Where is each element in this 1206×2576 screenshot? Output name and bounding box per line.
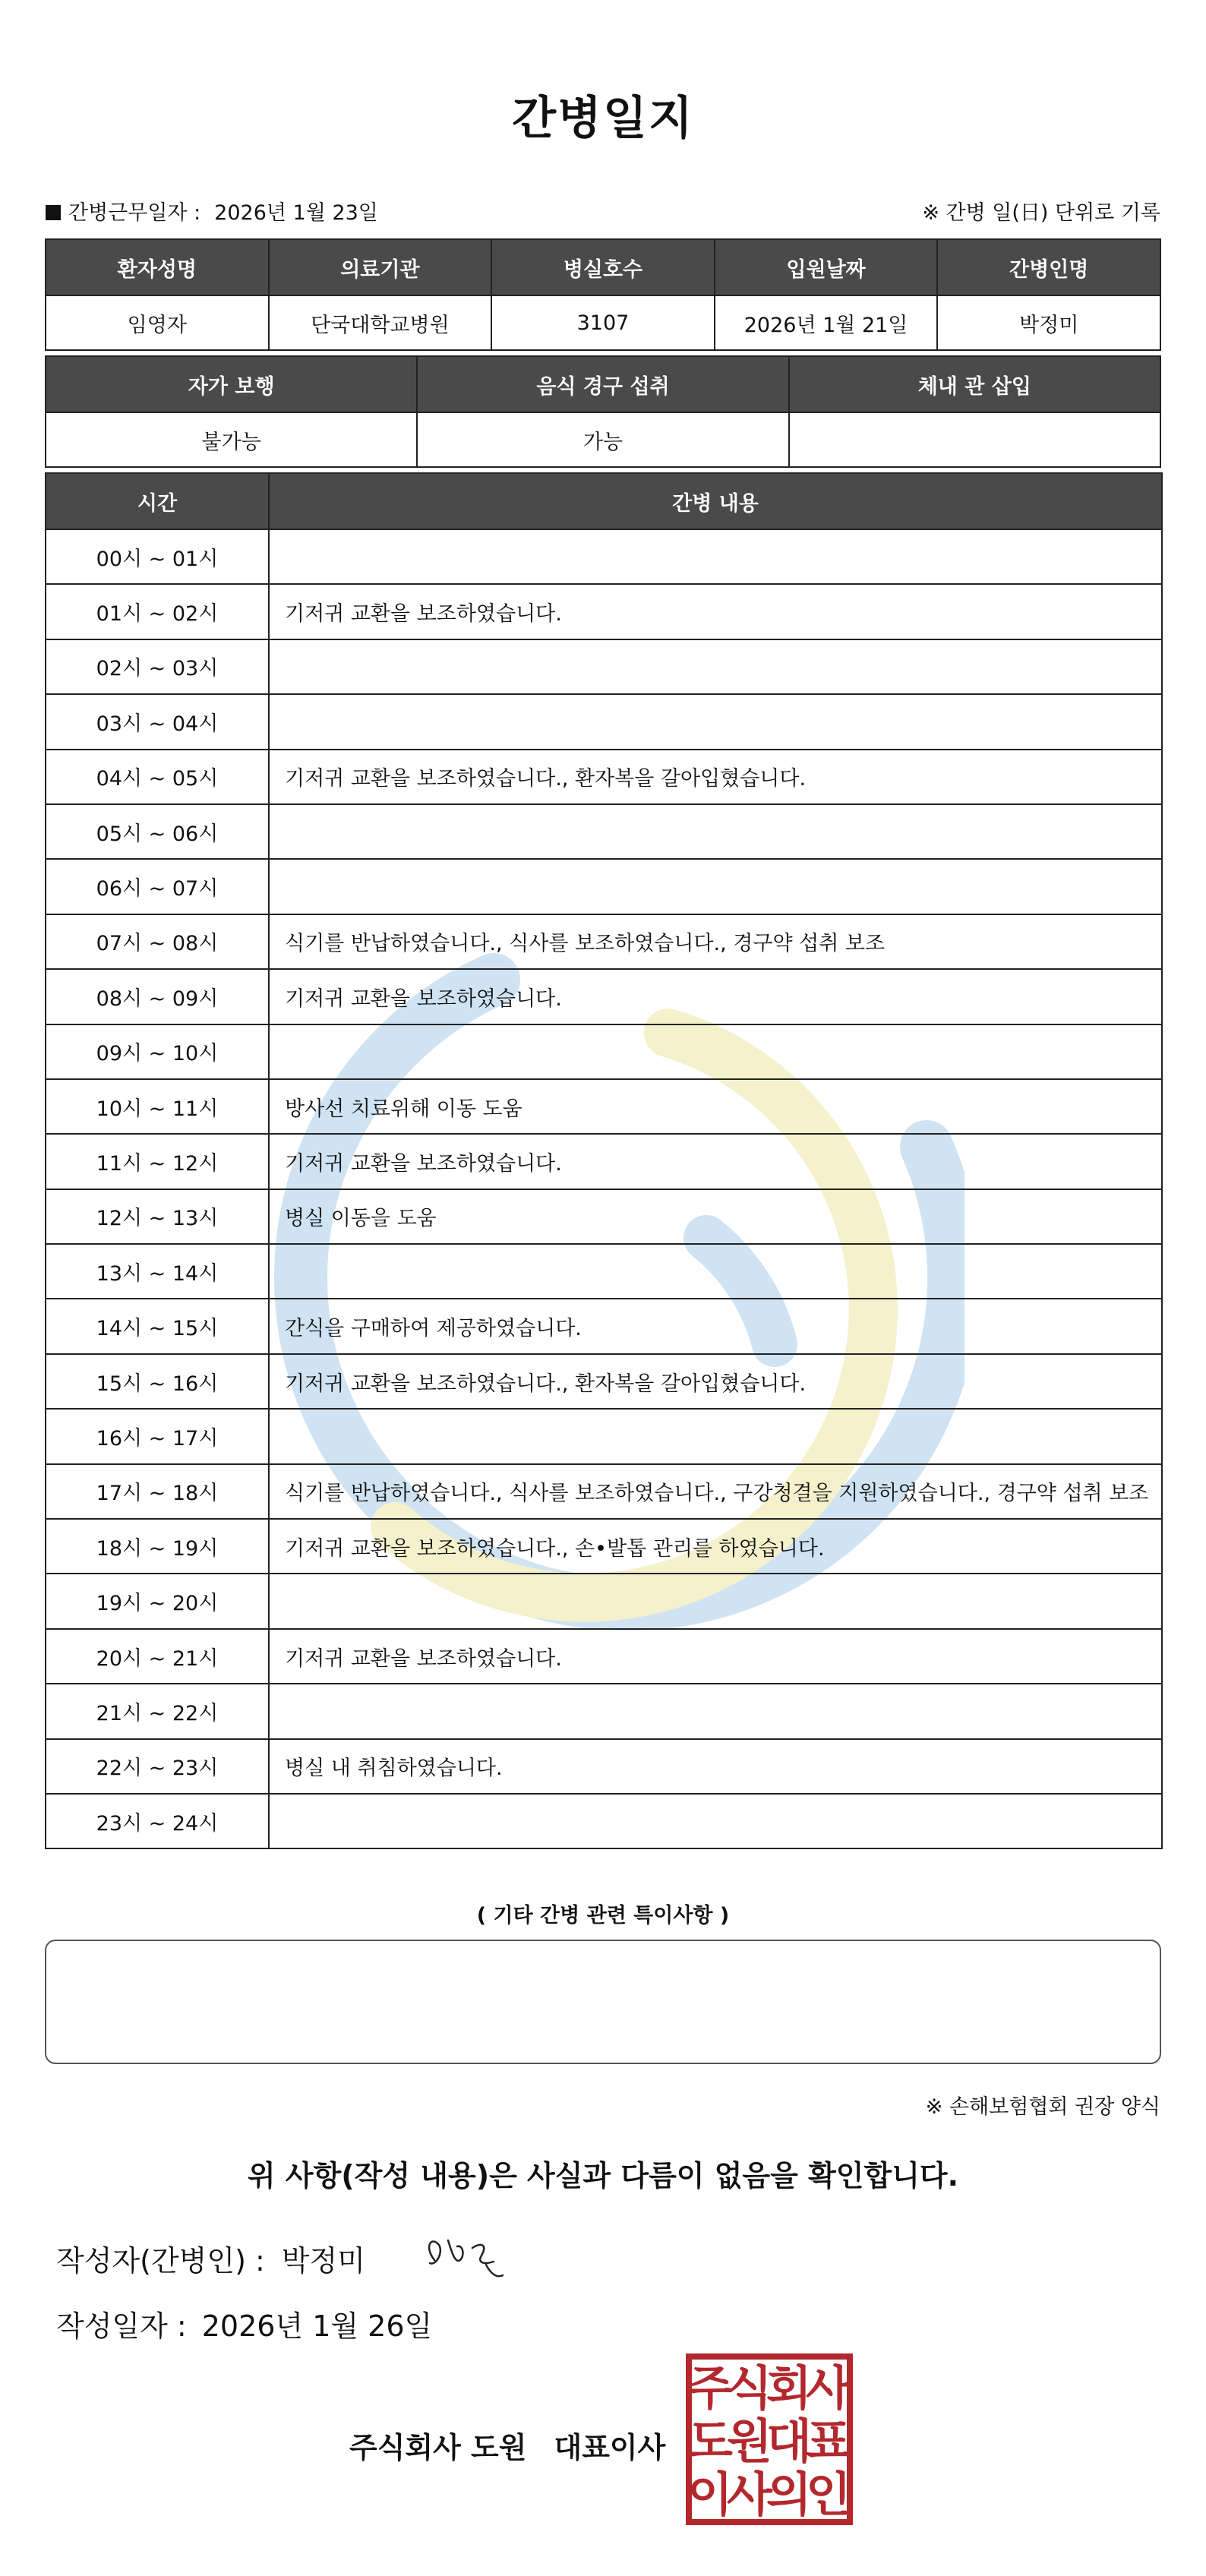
log-content: 병실 이동을 도움 [269,1189,1162,1244]
square-bullet-icon [46,205,61,220]
log-time: 01시 ~ 02시 [46,584,269,639]
log-row [46,859,1162,914]
log-time: 13시 ~ 14시 [46,1244,269,1299]
write-date-line [56,2303,432,2344]
log-time: 08시 ~ 09시 [46,969,269,1024]
log-time: 06시 ~ 07시 [46,859,269,914]
work-date-value: 2026년 1월 23일 [214,201,378,225]
admission-date: 2026년 1월 21일 [715,295,938,350]
log-time: 02시 ~ 03시 [46,639,269,694]
seal-glyph: 사 [727,2467,772,2522]
confirm-statement: 위 사항(작성 내용)은 사실과 다름이 없음을 확인합니다. [247,2159,959,2192]
log-content: 기저귀 교환을 보조하였습니다. [269,1134,1162,1189]
log-row [46,639,1162,694]
notes-box [45,1940,1161,2064]
log-content [269,529,1162,584]
log-row [46,804,1162,859]
record-unit-note: ※ 간병 일(日) 단위로 기록 [922,201,1160,225]
log-row [46,969,1162,1024]
oral-intake-status: 가능 [417,412,788,467]
seal-glyph: 식 [727,2360,772,2416]
log-time: 22시 ~ 23시 [46,1739,269,1794]
log-content: 기저귀 교환을 보조하였습니다., 환자복을 갈아입혔습니다. [269,750,1162,804]
log-row [46,914,1162,969]
seal-glyph: 주 [687,2360,733,2416]
log-content [269,1024,1162,1079]
log-row [46,1519,1162,1574]
seal-glyph: 사 [806,2360,851,2416]
seal-glyph: 대 [766,2413,812,2469]
company-seal-stamp [685,2353,854,2526]
log-content: 방사선 치료위해 이동 도움 [269,1079,1162,1134]
company-signature-line [349,2424,665,2466]
log-header-content: 간병 내용 [269,473,1162,529]
log-time: 04시 ~ 05시 [46,750,269,804]
log-content: 병실 내 취침하였습니다. [269,1739,1162,1794]
info-header-patient-name: 환자성명 [46,239,269,295]
info-header-caregiver: 간병인명 [937,239,1160,295]
seal-glyph: 도 [687,2413,733,2469]
log-content [269,804,1162,859]
status-header-tube: 체내 관 삽입 [789,356,1160,412]
write-date-value: 2026년 1월 26일 [201,2309,433,2343]
log-row [46,1409,1162,1463]
writer-name: 박정미 [281,2244,365,2278]
walking-status: 불가능 [46,412,417,467]
log-content: 기저귀 교환을 보조하였습니다. [269,584,1162,639]
seal-glyph: 원 [727,2413,772,2469]
log-row [46,694,1162,749]
log-content: 기저귀 교환을 보조하였습니다. [269,969,1162,1024]
log-time: 17시 ~ 18시 [46,1464,269,1519]
log-content [269,1409,1162,1463]
company-name: 주식회사 도원 [349,2431,527,2464]
log-content [269,694,1162,749]
patient-status-table [45,355,1161,468]
log-row [46,1354,1162,1409]
log-content [269,1244,1162,1299]
log-row [46,1684,1162,1738]
caregiver-name: 박정미 [937,295,1160,350]
work-date-line [46,196,378,226]
handwritten-signature [418,2230,509,2290]
log-time: 19시 ~ 20시 [46,1574,269,1628]
log-row [46,1629,1162,1684]
seal-glyph: 의 [766,2467,812,2522]
log-time: 10시 ~ 11시 [46,1079,269,1134]
log-time: 03시 ~ 04시 [46,694,269,749]
writer-label: 작성자(간병인) : [56,2244,265,2278]
tube-status [789,412,1160,467]
info-header-room: 병실호수 [491,239,715,295]
log-header-time: 시간 [46,473,269,529]
log-row [46,750,1162,804]
notes-title: ( 기타 간병 관련 특이사항 ) [476,1904,730,1927]
log-content [269,1684,1162,1738]
log-row [46,1244,1162,1299]
status-header-walking: 자가 보행 [46,356,417,412]
log-content: 기저귀 교환을 보조하였습니다., 손•발톱 관리를 하였습니다. [269,1519,1162,1574]
log-content [269,1574,1162,1628]
log-time: 16시 ~ 17시 [46,1409,269,1463]
log-row [46,1574,1162,1628]
log-row [46,1189,1162,1244]
patient-info-table [45,238,1161,351]
log-time: 09시 ~ 10시 [46,1024,269,1079]
log-time: 18시 ~ 19시 [46,1519,269,1574]
log-row [46,1464,1162,1519]
info-header-hospital: 의료기관 [269,239,492,295]
log-time: 07시 ~ 08시 [46,914,269,969]
log-row [46,1299,1162,1353]
log-time: 21시 ~ 22시 [46,1684,269,1738]
log-row [46,1794,1162,1848]
log-time: 12시 ~ 13시 [46,1189,269,1244]
log-time: 05시 ~ 06시 [46,804,269,859]
room-number: 3107 [491,295,715,350]
log-content [269,1794,1162,1848]
log-row [46,1079,1162,1134]
log-content [269,639,1162,694]
log-time: 15시 ~ 16시 [46,1354,269,1409]
recommend-note: ※ 손해보험협회 권장 양식 [925,2095,1160,2119]
log-content: 기저귀 교환을 보조하였습니다., 환자복을 갈아입혔습니다. [269,1354,1162,1409]
log-content: 기저귀 교환을 보조하였습니다. [269,1629,1162,1684]
log-time: 11시 ~ 12시 [46,1134,269,1189]
write-date-label: 작성일자 : [56,2309,187,2343]
seal-glyph: 인 [806,2467,851,2522]
work-date-label: 간병근무일자 : [68,201,201,225]
hospital-name: 단국대학교병원 [269,295,492,350]
document-title: 간병일지 [512,92,694,145]
status-header-oral-intake: 음식 경구 섭취 [417,356,788,412]
info-header-admission-date: 입원날짜 [715,239,938,295]
log-time: 23시 ~ 24시 [46,1794,269,1848]
log-row [46,1739,1162,1794]
care-log-table [45,472,1163,1849]
seal-glyph: 회 [766,2360,812,2416]
representative-title: 대표이사 [554,2431,666,2464]
log-time: 14시 ~ 15시 [46,1299,269,1353]
log-time: 00시 ~ 01시 [46,529,269,584]
log-row [46,1024,1162,1079]
log-content: 식기를 반납하였습니다., 식사를 보조하였습니다., 구강청결을 지원하였습니다., 경구약 섭취 보조 [269,1464,1162,1519]
log-content [269,859,1162,914]
log-content: 간식을 구매하여 제공하였습니다. [269,1299,1162,1353]
log-row [46,1134,1162,1189]
log-row [46,584,1162,639]
seal-glyph: 표 [806,2413,851,2469]
log-time: 20시 ~ 21시 [46,1629,269,1684]
seal-glyph: 이 [687,2467,733,2522]
writer-line [56,2237,365,2279]
log-row [46,529,1162,584]
log-content: 식기를 반납하였습니다., 식사를 보조하였습니다., 경구약 섭취 보조 [269,914,1162,969]
patient-name: 임영자 [46,295,269,350]
